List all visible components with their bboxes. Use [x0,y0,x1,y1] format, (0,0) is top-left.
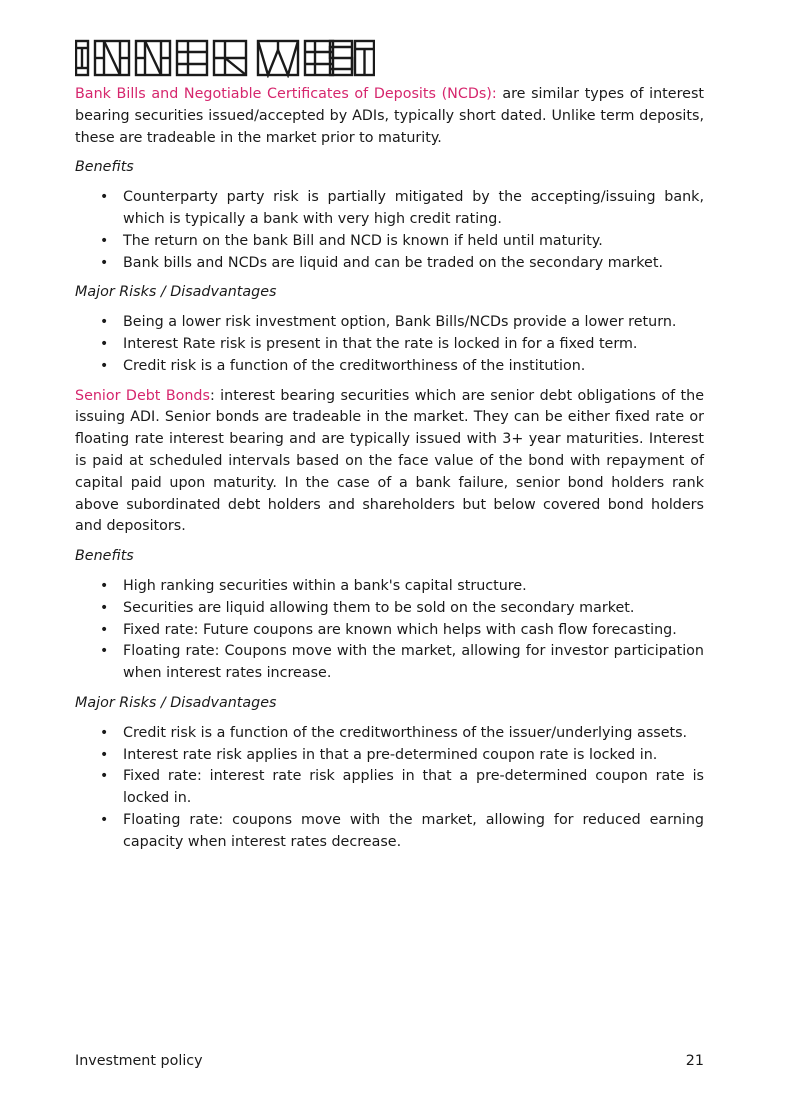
logo-letter-s [330,41,352,75]
inner-west-logo [75,38,375,78]
document-body [75,84,704,854]
section-heading-bank-bills: Bank Bills and Negotiable Certificates of Deposits (NCDs): [75,86,497,102]
list-item: • Bank bills and NCDs are liquid and can be traded on the secondary market. [75,253,704,275]
list-item: • Interest Rate risk is present in that the rate is locked in for a fixed term. [75,334,704,356]
benefits-list [75,576,704,685]
benefits-heading: Benefits [75,159,134,176]
logo-letter-e2 [305,41,333,75]
benefits-heading: Benefits [75,548,134,565]
list-item: • High ranking securities within a bank's capital structure. [75,576,704,598]
footer-title: Investment policy [75,1053,203,1069]
page-footer [75,1053,704,1069]
risks-heading: Major Risks / Disadvantages [75,284,277,301]
risks-list [75,723,704,854]
section-body-bank-bills: are similar types of interest bearing securities issued/accepted by ADIs, typically short dated. Unlike term deposits, these are tradeable in the market prior to maturity. [75,86,704,146]
logo-letter-w [258,41,298,75]
list-item: • Fixed rate: interest rate risk applies in that a pre-determined coupon rate is locked in. [75,766,704,810]
list-item: • Being a lower risk investment option, Bank Bills/NCDs provide a lower return. [75,312,704,334]
risks-heading: Major Risks / Disadvantages [75,694,277,711]
list-item: • Floating rate: coupons move with the market, allowing for reduced earning capacity when interest rates decrease. [75,810,704,854]
page-number: 21 [685,1053,704,1069]
section-bank-bills-intro [75,84,704,149]
benefits-list [75,187,704,274]
list-item: • Credit risk is a function of the creditworthiness of the issuer/underlying assets. [75,723,704,745]
logo-letter-i [76,41,88,75]
list-item: • Securities are liquid allowing them to be sold on the secondary market. [75,598,704,620]
logo-letter-r [214,41,246,75]
list-item: • Credit risk is a function of the creditworthiness of the institution. [75,356,704,378]
section-senior-debt-intro [75,386,704,539]
list-item: • Counterparty party risk is partially mitigated by the accepting/issuing bank, which is typically a bank with very high credit rating. [75,187,704,231]
section-body-senior-debt: : interest bearing securities which are senior debt obligations of the issuing ADI. Senior bonds are tradeable in the market. They can be either fixed rate or floating rate interest bearing and are typically issued with 3+ year maturities. Interest is paid at scheduled intervals based on the face value of the bond with repayment of capital paid upon maturity. In the case of a bank failure, senior bond holders rank above subordinated debt holders and shareholders but below covered bond holders and depositors. [75,387,704,535]
list-item: • Fixed rate: Future coupons are known which helps with cash flow forecasting. [75,620,704,642]
list-item: • The return on the bank Bill and NCD is known if held until maturity. [75,231,704,253]
logo-letter-n1 [95,41,129,75]
logo-letter-e1 [177,41,207,75]
section-heading-senior-debt: Senior Debt Bonds [75,387,210,404]
list-item: • Floating rate: Coupons move with the market, allowing for investor participation when interest rates increase. [75,641,704,685]
logo-letter-t [355,41,374,75]
list-item: • Interest rate risk applies in that a pre-determined coupon rate is locked in. [75,745,704,767]
logo-letter-n2 [136,41,170,75]
risks-list [75,312,704,377]
